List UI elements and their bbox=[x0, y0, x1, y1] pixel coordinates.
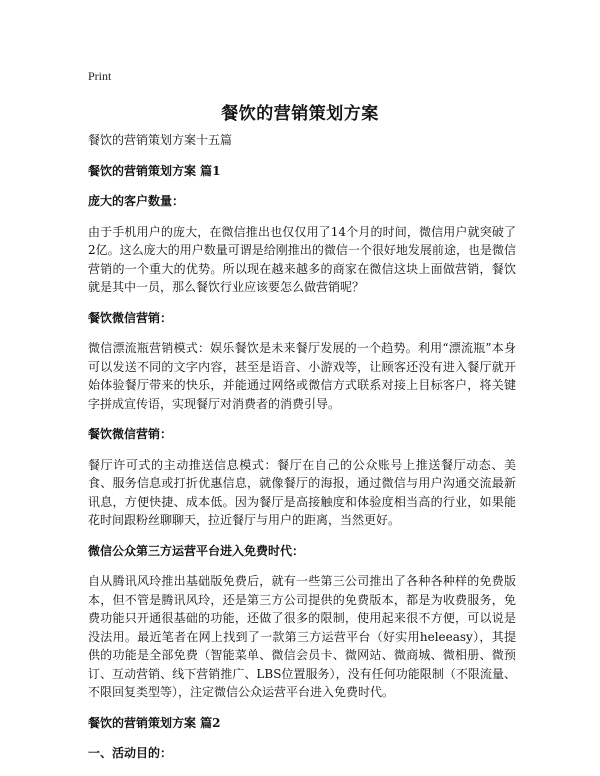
paragraph: 餐厅许可式的主动推送信息模式：餐厅在自己的公众账号上推送餐厅动态、美食、服务信息或打折优惠信息，就像餐厅的海报，通过微信与用户沟通交流最新讯息，方便快捷、成本低。因为餐厅是高接触度和体验度相当高的行业，如果能花时间跟粉丝聊聊天，拉近餐厅与用户的距离，当然更好。 bbox=[88, 457, 516, 527]
document-body bbox=[88, 131, 516, 775]
subsection-heading: 餐饮微信营销： bbox=[88, 310, 173, 325]
page-title: 餐饮的营销策划方案 bbox=[221, 104, 379, 124]
section-heading: 餐饮的营销策划方案 篇1 bbox=[88, 163, 221, 178]
document-subtitle: 餐饮的营销策划方案十五篇 bbox=[88, 133, 233, 147]
subsection-heading: 餐饮微信营销： bbox=[88, 427, 173, 441]
paragraph: 由于手机用户的庞大，在微信推出也仅仅用了14个月的时间，微信用户就突破了2亿。这么庞大的用户数量可谓是给刚推出的微信一个很好地发展前途，也是微信营销的一个重大的优势。所以现在越来越多的商家在微信这块上面做营销，餐饮就是其中一员，那么餐饮行业应该要怎么做营销呢？ bbox=[88, 224, 516, 294]
print-label: Print bbox=[88, 69, 112, 83]
section-heading: 餐饮的营销策划方案 篇2 bbox=[88, 715, 221, 730]
paragraph: 微信漂流瓶营销模式：娱乐餐饮是未来餐厅发展的一个趋势。利用“漂流瓶”本身可以发送不同的文字内容，甚至是语音、小游戏等，让顾客还没有进入餐厅就开始体验餐厅带来的快乐，并能通过网络或微信方式联系对接上目标客户，将关键字拼成宣传语，实现餐厅对消费者的消费引导。 bbox=[88, 341, 516, 411]
subsection-heading: 微信公众第三方运营平台进入免费时代： bbox=[88, 543, 305, 558]
subsection-heading: 庞大的客户数量： bbox=[88, 194, 185, 208]
subsection-heading: 一、活动目的： bbox=[88, 746, 173, 760]
paragraph: 自从腾讯风玲推出基础版免费后，就有一些第三公司推出了各种各种样的免费版本，但不管是腾讯风玲，还是第三方公司提供的免费版本，都是为收费服务，免费功能只开通很基础的功能，还做了很多的限制，使用起来很不方便，可以说是没法用。最近笔者在网上找到了一款第三方运营平台（好实用heleeasy），其提供的功能是全部免费（智能菜单、微信会员卡、微网站、微商城、微相册、微预订、互动营销、线下营销推广、LBS位置服务），没有任何功能限制（不限流量、不限回复类型等），注定微信公众运营平台进入免费时代。 bbox=[88, 574, 516, 699]
